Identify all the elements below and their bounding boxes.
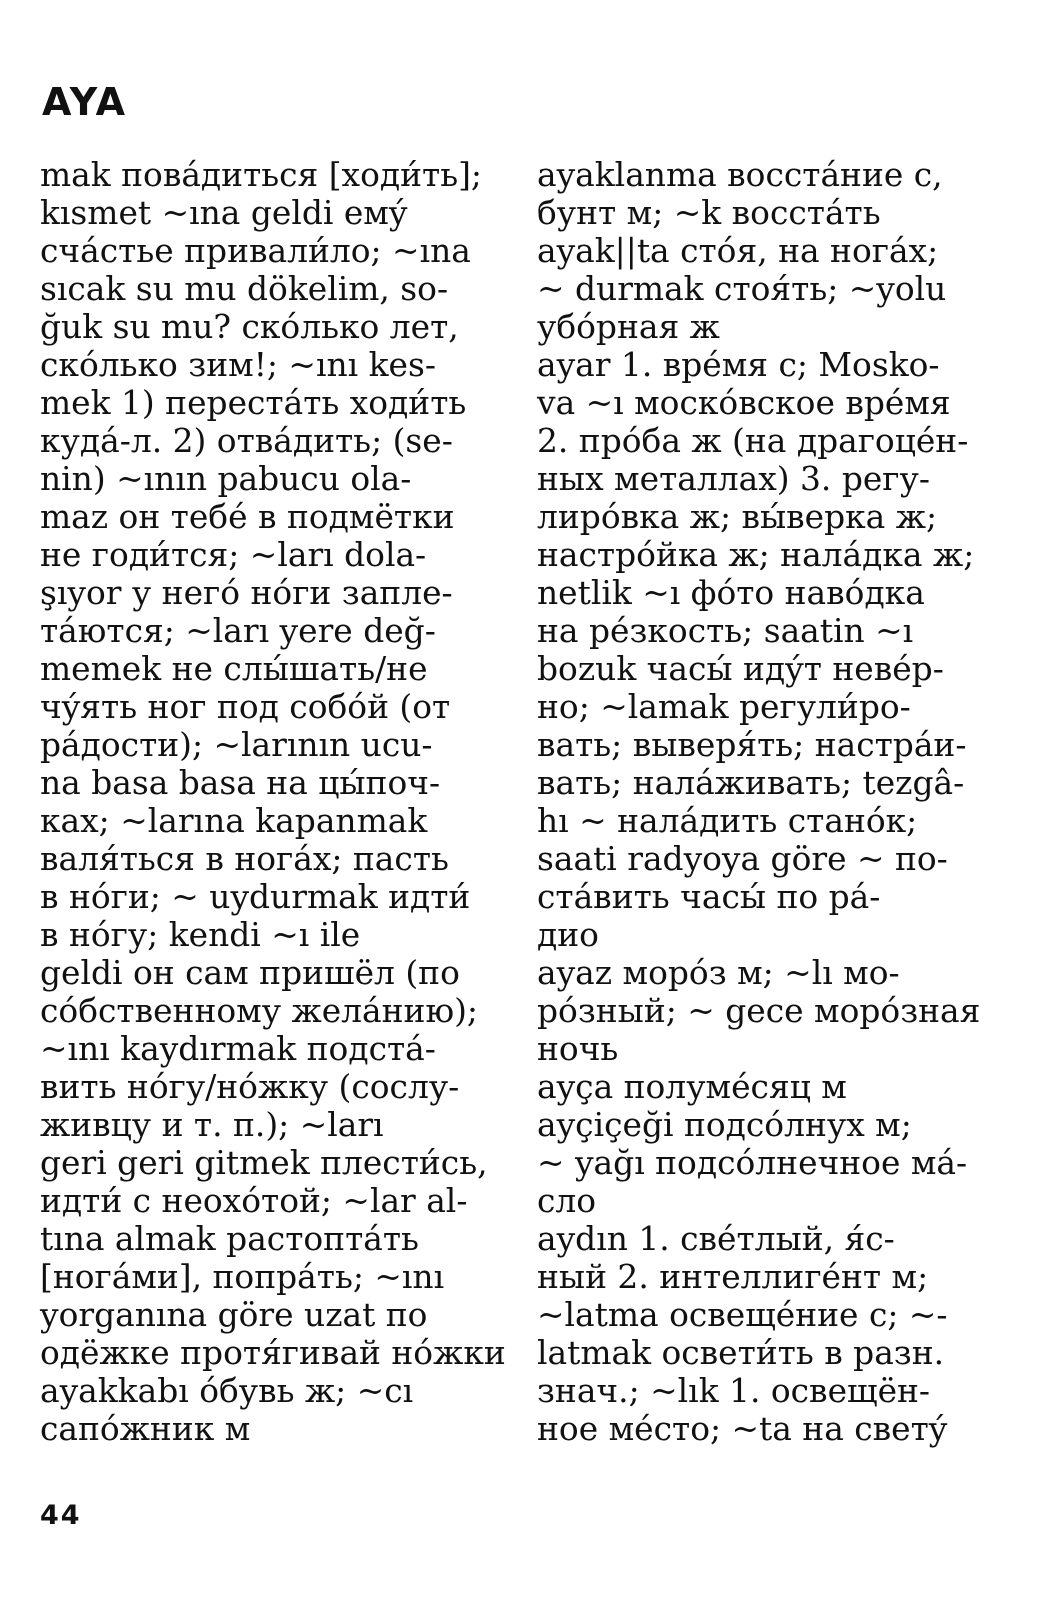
dictionary-line: сло <box>537 1181 597 1220</box>
dictionary-line: ных металлах) 3. регу- <box>537 459 930 498</box>
dictionary-line: ~ını kaydırmak подстá- <box>40 1029 436 1068</box>
dictionary-line: бунт м; ~k восстáть <box>537 193 881 232</box>
dictionary-line: в нóгу; kendi ~ı ile <box>40 915 361 954</box>
dictionary-line: ~ yağı подсóлнечное мá- <box>537 1143 968 1182</box>
dictionary-line: saati radyoya göre ~ по- <box>537 839 948 878</box>
dictionary-line: скóлько зим!; ~ını kes- <box>40 345 436 384</box>
dictionary-line: вать; налáживать; tezgâ- <box>537 763 965 802</box>
page-number: 44 <box>40 1500 82 1531</box>
dictionary-line: настрóйка ж; налáдка ж; <box>537 535 975 574</box>
dictionary-line: сапóжник м <box>40 1409 251 1448</box>
dictionary-line: ayakkabı óбувь ж; ~cı <box>40 1371 414 1410</box>
dictionary-line: ğuk su mu? скóлько лет, <box>40 307 459 346</box>
dictionary-line: nin) ~ının pabucu ola- <box>40 459 412 498</box>
dictionary-line: ayça полумéсяц м <box>537 1067 847 1106</box>
dictionary-line: yorganına göre uzat по <box>40 1295 428 1334</box>
dictionary-line: netlik ~ı фóто навóдка <box>537 573 925 612</box>
dictionary-line: не годи́тся; ~ları dola- <box>40 535 427 574</box>
dictionary-line: кудá-л. 2) отвáдить; (se- <box>40 421 453 460</box>
dictionary-line: лирóвка ж; вы́верка ж; <box>537 497 938 536</box>
dictionary-line: na basa basa на цы́поч- <box>40 763 441 802</box>
dictionary-line: aydın 1. свéтлый, я́с- <box>537 1219 895 1258</box>
dictionary-line: на рéзкость; saatin ~ı <box>537 611 914 650</box>
dictionary-line: şıyor у негó нóги запле- <box>40 573 453 612</box>
dictionary-line: валя́ться в ногáх; пасть <box>40 839 449 878</box>
dictionary-line: чýять ног под собóй (от <box>40 687 451 726</box>
dictionary-line: maz он тебé в подмётки <box>40 497 455 536</box>
dictionary-line: сóбственному желáнию); <box>40 991 478 1030</box>
right-column <box>537 156 1007 1448</box>
dictionary-line: ~latma освещéние с; ~- <box>537 1295 948 1334</box>
dictionary-line: но; ~lamak регули́ро- <box>537 687 911 726</box>
dictionary-line: latmak освети́ть в разн. <box>537 1333 945 1372</box>
dictionary-line: одёжке протя́гивай нóжки <box>40 1333 506 1372</box>
left-column <box>40 156 510 1448</box>
dictionary-line: рáдости); ~larının ucu- <box>40 725 433 764</box>
dictionary-line: вать; выверя́ть; настрáи- <box>537 725 967 764</box>
dictionary-line: memek не слы́шать/не <box>40 649 428 688</box>
dictionary-line: geldi он сам пришёл (по <box>40 953 460 992</box>
dictionary-line: ayaz морóз м; ~lı мо- <box>537 953 900 992</box>
dictionary-line: tına almak растоптáть <box>40 1219 419 1258</box>
dictionary-line: geri geri gitmek плести́сь, <box>40 1143 488 1182</box>
dictionary-line: va ~ı москóвское врéмя <box>537 383 951 422</box>
dictionary-line: ayak||ta стóя, на ногáх; <box>537 231 939 270</box>
dictionary-line: идти́ с неохóтой; ~lar al- <box>40 1181 468 1220</box>
dictionary-line: sıcak su mu dökelim, so- <box>40 269 449 308</box>
dictionary-line: kısmet ~ına geldi емý <box>40 193 408 232</box>
dictionary-line: mek 1) перестáть ходи́ть <box>40 383 467 422</box>
dictionary-line: 2. прóба ж (на драгоцéн- <box>537 421 969 460</box>
dictionary-line: [ногáми], попрáть; ~ını <box>40 1257 445 1296</box>
dictionary-line: ayçiçeği подсóлнух м; <box>537 1105 912 1144</box>
dictionary-line: ночь <box>537 1029 619 1068</box>
dictionary-line: живцу и т. п.); ~ları <box>40 1105 384 1144</box>
dictionary-line: bozuk часы́ идýт невéр- <box>537 649 944 688</box>
dictionary-line: mak повáдиться [ходи́ть]; <box>40 155 483 194</box>
dictionary-line: тáются; ~ları yere değ- <box>40 611 436 650</box>
dictionary-line: в нóги; ~ uydurmak идти́ <box>40 877 471 916</box>
dictionary-line: ayar 1. врéмя с; Mosko- <box>537 345 940 384</box>
dictionary-line: ное мéсто; ~ta на светý <box>537 1409 948 1448</box>
dictionary-line: рóзный; ~ gece морóзная <box>537 991 981 1030</box>
running-header: AYA <box>42 80 128 124</box>
dictionary-line: стáвить часы́ по рá- <box>537 877 881 916</box>
dictionary-line: ках; ~larına kapanmak <box>40 801 428 840</box>
dictionary-line: счáстье привали́ло; ~ına <box>40 231 471 270</box>
dictionary-line: дио <box>537 915 599 954</box>
dictionary-line: ~ durmak стоя́ть; ~yolu <box>537 269 947 308</box>
dictionary-line: hı ~ налáдить станóк; <box>537 801 918 840</box>
dictionary-line: убóрная ж <box>537 307 720 346</box>
dictionary-line: ayaklanma восстáние с, <box>537 155 943 194</box>
dictionary-line: знач.; ~lık 1. освещён- <box>537 1371 931 1410</box>
dictionary-line: вить нóгу/нóжку (сослу- <box>40 1067 460 1106</box>
dictionary-line: ный 2. интеллигéнт м; <box>537 1257 929 1296</box>
